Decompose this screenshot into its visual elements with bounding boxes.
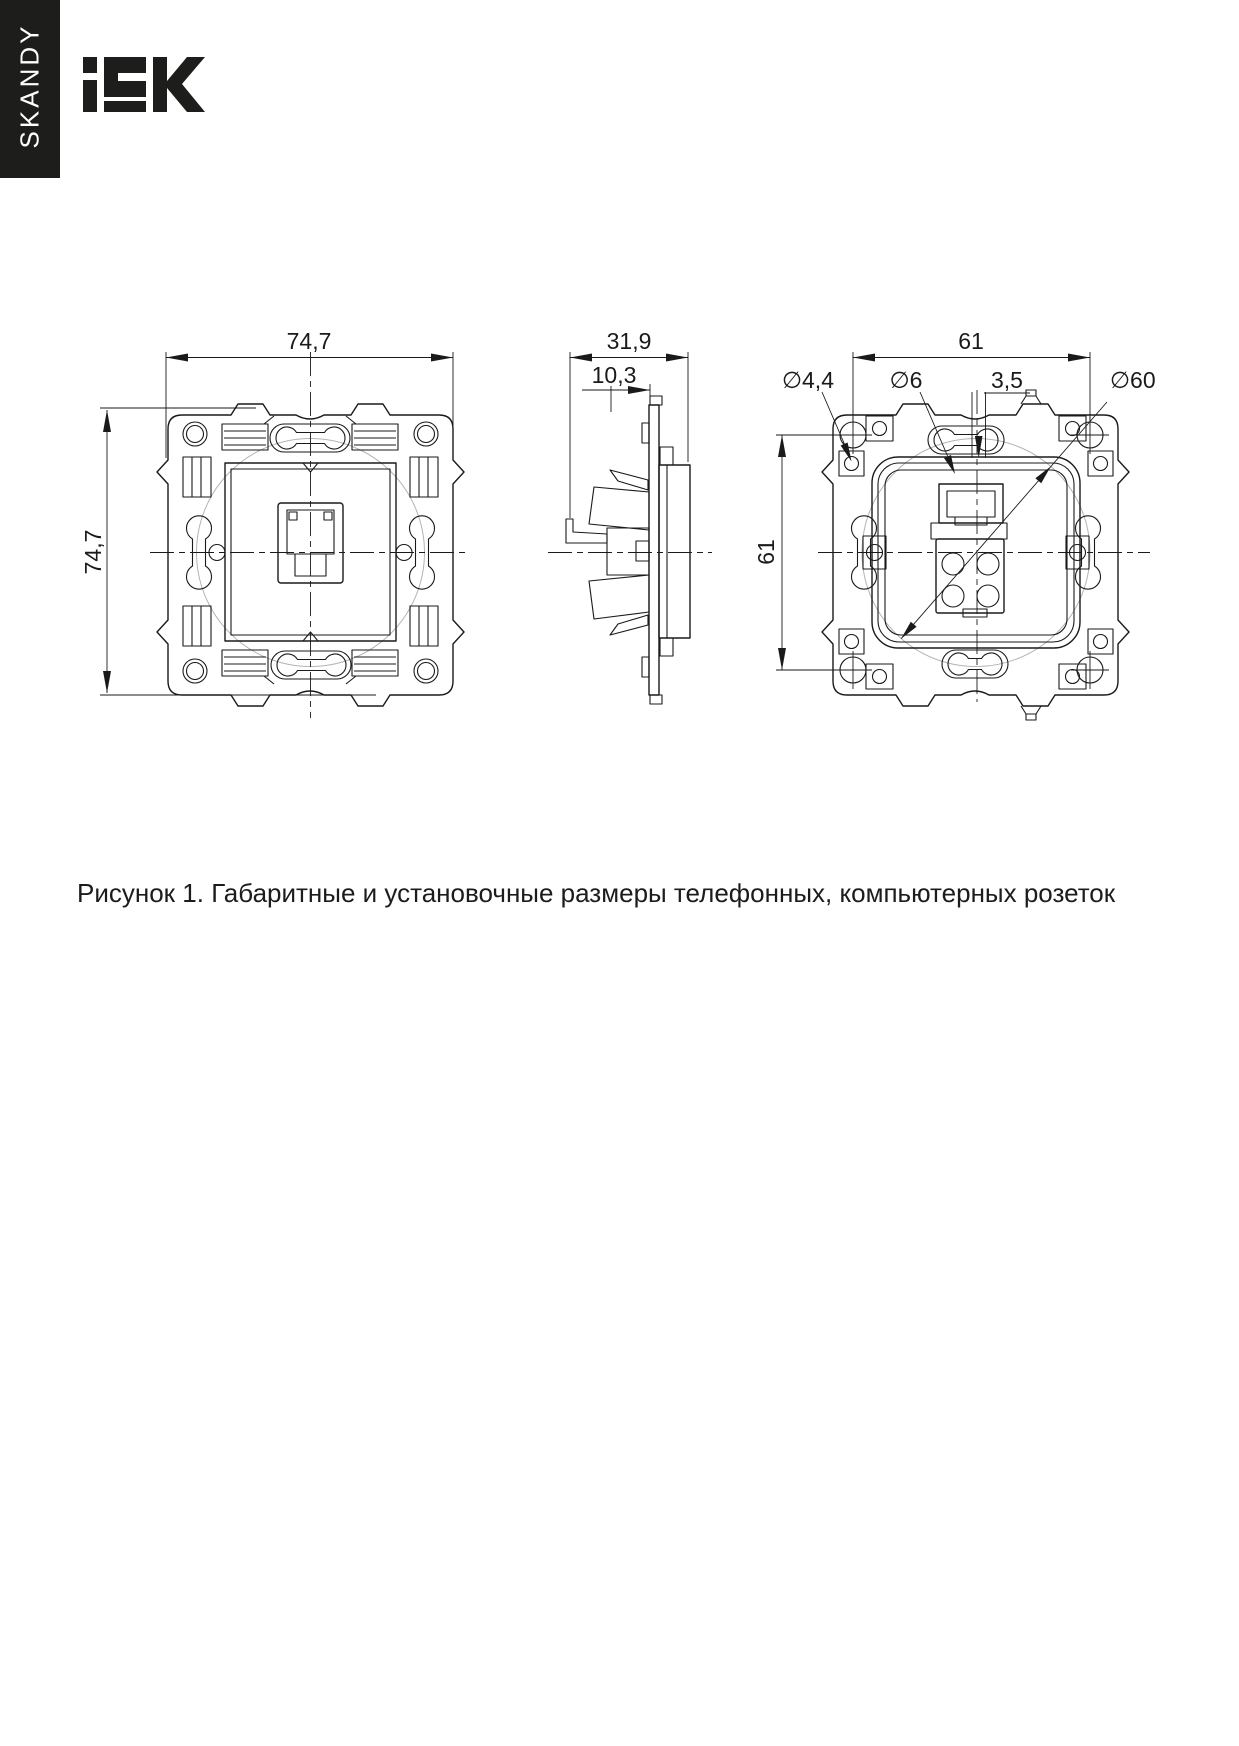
side-depth-dimension [570,328,688,518]
claw-hole-label: ∅4,4 [781,367,835,393]
front-height-label: 74,7 [80,529,106,575]
back-fixing-screws-top-bottom [1021,390,1041,720]
side-offset-dimension [582,362,650,412]
back-height-label: 61 [753,539,779,565]
back-width-label: 61 [958,328,984,354]
side-profile [566,396,690,704]
back-mechanism [931,484,1007,617]
figure-caption: Рисунок 1. Габаритные и установочные размеры телефонных, компьютерных розеток [77,878,1116,908]
slot-width-label: 3,5 [991,367,1023,393]
side-view [548,328,712,704]
claw-hole-dimension [782,367,852,462]
side-offset-label: 10,3 [591,362,637,388]
series-label: SKANDY [14,23,45,149]
back-width-dimension [853,328,1090,426]
front-height-dimension [80,408,376,695]
back-view [753,328,1156,720]
front-view [80,328,470,718]
slot-width-dimension [972,367,1030,458]
oval-hole-dimension [890,367,955,474]
oval-hole-label: ∅6 [889,367,923,393]
front-width-label: 74,7 [286,328,332,354]
back-outline [822,404,1129,706]
side-depth-label: 31,9 [606,328,652,354]
mount-circle-label: ∅60 [1110,367,1156,393]
